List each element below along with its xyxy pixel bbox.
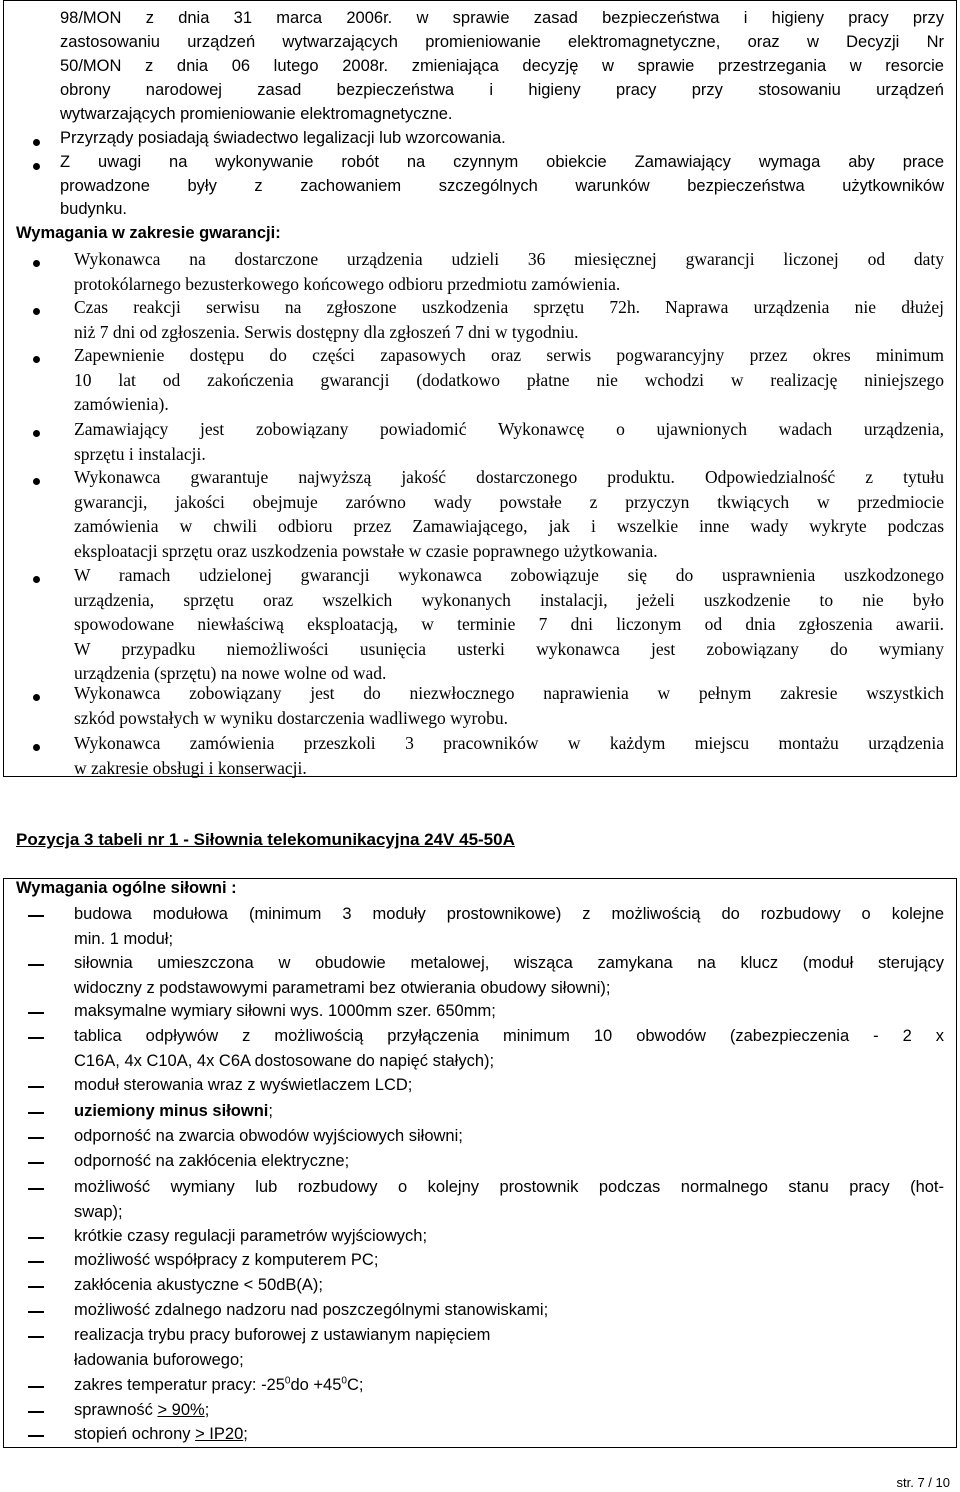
efficiency-prefix: sprawność xyxy=(74,1401,158,1419)
power-plant-item-line: odporność na zakłócenia elektryczne; xyxy=(74,1152,350,1170)
intro-line: obrony narodowej zasad bezpieczeństwa i higieny pracy przy stosowaniu urządzeń xyxy=(60,81,944,99)
warranty-item-line: urządzenia (sprzętu) na nowe wolne od wad. xyxy=(74,663,387,683)
position-3-title: Pozycja 3 tabeli nr 1 - Siłownia telekomunikacyjna 24V 45-50A xyxy=(16,830,515,849)
power-plant-item-line: odporność na zwarcia obwodów wyjściowych siłowni; xyxy=(74,1127,463,1145)
bullet-icon xyxy=(33,356,40,363)
warranty-item-line: sprzętu i instalacji. xyxy=(74,444,206,464)
power-plant-item-line: min. 1 moduł; xyxy=(74,930,174,948)
warranty-item-line: Zapewnienie dostępu do części zapasowych oraz serwis pogwarancyjny przez okres minimum xyxy=(74,345,944,365)
power-plant-item-line: swap); xyxy=(74,1203,123,1221)
warranty-item-line: Wykonawca na dostarczone urządzenia udzieli 36 miesięcznej gwarancji liczonej od daty xyxy=(74,249,944,269)
warranty-heading: Wymagania w zakresie gwarancji: xyxy=(16,224,281,242)
warranty-item-line: spowodowane niewłaściwą eksploatacją, w terminie 7 dni liczonym od dnia zgłoszenia awarii. xyxy=(74,614,944,634)
protection-prefix: stopień ochrony xyxy=(74,1425,196,1443)
warranty-item-line: Wykonawca zobowiązany jest do niezwłocznego naprawienia w pełnym zakresie wszystkich xyxy=(74,683,944,703)
warranty-item-line: w zakresie obsługi i konserwacji. xyxy=(74,758,307,778)
bullet-icon xyxy=(33,576,40,583)
bullet-icon xyxy=(33,430,40,437)
power-plant-item-line: widoczny z podstawowymi parametrami bez otwierania obudowy siłowni); xyxy=(74,979,611,997)
warranty-item-line: Zamawiający jest zobowiązany powiadomić Wykonawcę o ujawnionych wadach urządzenia, xyxy=(74,419,944,439)
legalization-item: Przyrządy posiadają świadectwo legalizacji lub wzorcowania. xyxy=(60,129,506,147)
bullet-icon xyxy=(33,163,40,170)
warranty-item-line: Wykonawca gwarantuje najwyższą jakość dostarczonego produktu. Odpowiedzialność z tytułu xyxy=(74,467,944,487)
warranty-item-line: szkód powstałych w wyniku dostarczenia wadliwego wyrobu. xyxy=(74,708,508,728)
power-plant-item-line: możliwość zdalnego nadzoru nad poszczególnymi stanowiskami; xyxy=(74,1301,549,1319)
temperature-sup2: 0 xyxy=(341,1375,347,1387)
safety-item-line: Z uwagi na wykonywanie robót na czynnym obiekcie Zamawiający wymaga aby prace xyxy=(60,153,944,171)
bullet-icon xyxy=(33,139,40,146)
power-plant-item-line: siłownia umieszczona w obudowie metalowej, wisząca zamykana na klucz (moduł sterujący xyxy=(74,954,944,972)
power-plant-item-line: maksymalne wymiary siłowni wys. 1000mm szer. 650mm; xyxy=(74,1002,496,1020)
warranty-item-line: 10 lat od zakończenia gwarancji (dodatkowo płatne nie wchodzi w realizację niniejszego xyxy=(74,370,944,390)
bullet-icon xyxy=(33,478,40,485)
power-plant-item-line: budowa modułowa (minimum 3 moduły prostownikowe) z możliwością do rozbudowy o kolejne xyxy=(74,905,944,923)
protection-suffix: ; xyxy=(243,1425,248,1443)
bullet-icon xyxy=(33,744,40,751)
temperature-sup1: 0 xyxy=(284,1375,291,1387)
warranty-item-line: zamówienia w chwili odbioru przez Zamawiającego, jak i wszelkie inne wady wykryte podczas xyxy=(74,516,944,536)
bullet-icon xyxy=(33,260,40,267)
efficiency-value: > 90% xyxy=(157,1401,205,1419)
temperature-mid: do +45 xyxy=(290,1376,342,1394)
warranty-item-line: urządzenia, sprzętu oraz wszelkich wykonanych instalacji, jeżeli uszkodzenie to nie było xyxy=(74,590,944,610)
warranty-item-line: Wykonawca zamówienia przeszkoli 3 pracowników w każdym miejscu montażu urządzenia xyxy=(74,733,944,753)
temperature-prefix: zakres temperatur pracy: -25 xyxy=(74,1376,285,1394)
grounding-item-rest: ; xyxy=(268,1102,273,1120)
power-plant-item-line: realizacja trybu pracy buforowej z ustawianym napięciem xyxy=(74,1326,491,1344)
warranty-item-line: gwarancji, jakości obejmuje zarówno wady powstałe z przyczyn tkwiących w przedmiocie xyxy=(74,492,944,512)
power-plant-item-line: C16A, 4x C10A, 4x C6A dostosowane do napięć stałych); xyxy=(74,1052,495,1070)
intro-line: wytwarzających promieniowanie elektromagnetyczne. xyxy=(60,105,453,123)
power-plant-requirements-box xyxy=(3,878,957,1448)
warranty-item-line: protokólarnego bezusterkowego końcowego odbioru przedmiotu zamówienia. xyxy=(74,274,621,294)
warranty-item-line: zamówienia). xyxy=(74,394,169,414)
power-plant-item-line: tablica odpływów z możliwością przyłączenia minimum 10 obwodów (zabezpieczenia - 2 x xyxy=(74,1027,944,1045)
power-plant-item-line: możliwość współpracy z komputerem PC; xyxy=(74,1251,379,1269)
warranty-item-line: niż 7 dni od zgłoszenia. Serwis dostępny dla zgłoszeń 7 dni w tygodniu. xyxy=(74,322,579,342)
power-plant-heading: Wymagania ogólne siłowni : xyxy=(16,879,237,897)
power-plant-item-line: możliwość wymiany lub rozbudowy o kolejny prostownik podczas normalnego stanu pracy (hot- xyxy=(74,1178,944,1196)
page-number: str. 7 / 10 xyxy=(896,1475,950,1490)
temperature-suffix: C; xyxy=(346,1376,364,1394)
bullet-icon xyxy=(33,694,40,701)
warranty-item-line: eksploatacji sprzętu oraz uszkodzenia powstałe w czasie poprawnego użytkowania. xyxy=(74,541,658,561)
intro-line: 50/MON z dnia 06 lutego 2008r. zmieniająca decyzję w sprawie przestrzegania w resorcie xyxy=(60,57,944,75)
warranty-item-line: Czas reakcji serwisu na zgłoszone uszkodzenia sprzętu 72h. Naprawa urządzenia nie dłużej xyxy=(74,297,944,317)
grounding-item-bold: uziemiony minus siłowni xyxy=(74,1102,269,1120)
bullet-icon xyxy=(33,308,40,315)
efficiency-suffix: ; xyxy=(204,1401,210,1419)
power-plant-item-line: krótkie czasy regulacji parametrów wyjściowych; xyxy=(74,1227,428,1245)
intro-line: zastosowaniu urządzeń wytwarzających promieniowanie elektromagnetyczne, oraz w Decyzji Nr xyxy=(60,33,944,51)
safety-item-line: budynku. xyxy=(60,200,127,218)
power-plant-item-line: ładowania buforowego; xyxy=(74,1351,244,1369)
power-plant-item-line: moduł sterowania wraz z wyświetlaczem LCD; xyxy=(74,1076,413,1094)
safety-item-line: prowadzone były z zachowaniem szczególnych warunków bezpieczeństwa użytkowników xyxy=(60,177,944,195)
warranty-item-line: W przypadku niemożliwości usunięcia usterki wykonawca jest zobowiązany do wymiany xyxy=(74,639,944,659)
protection-value: > IP20 xyxy=(195,1425,244,1443)
intro-line: 98/MON z dnia 31 marca 2006r. w sprawie zasad bezpieczeństwa i higieny pracy przy xyxy=(60,9,944,27)
power-plant-item-line: zakłócenia akustyczne < 50dB(A); xyxy=(74,1276,324,1294)
warranty-item-line: W ramach udzielonej gwarancji wykonawca zobowiązuje się do usprawnienia uszkodzonego xyxy=(74,565,944,585)
